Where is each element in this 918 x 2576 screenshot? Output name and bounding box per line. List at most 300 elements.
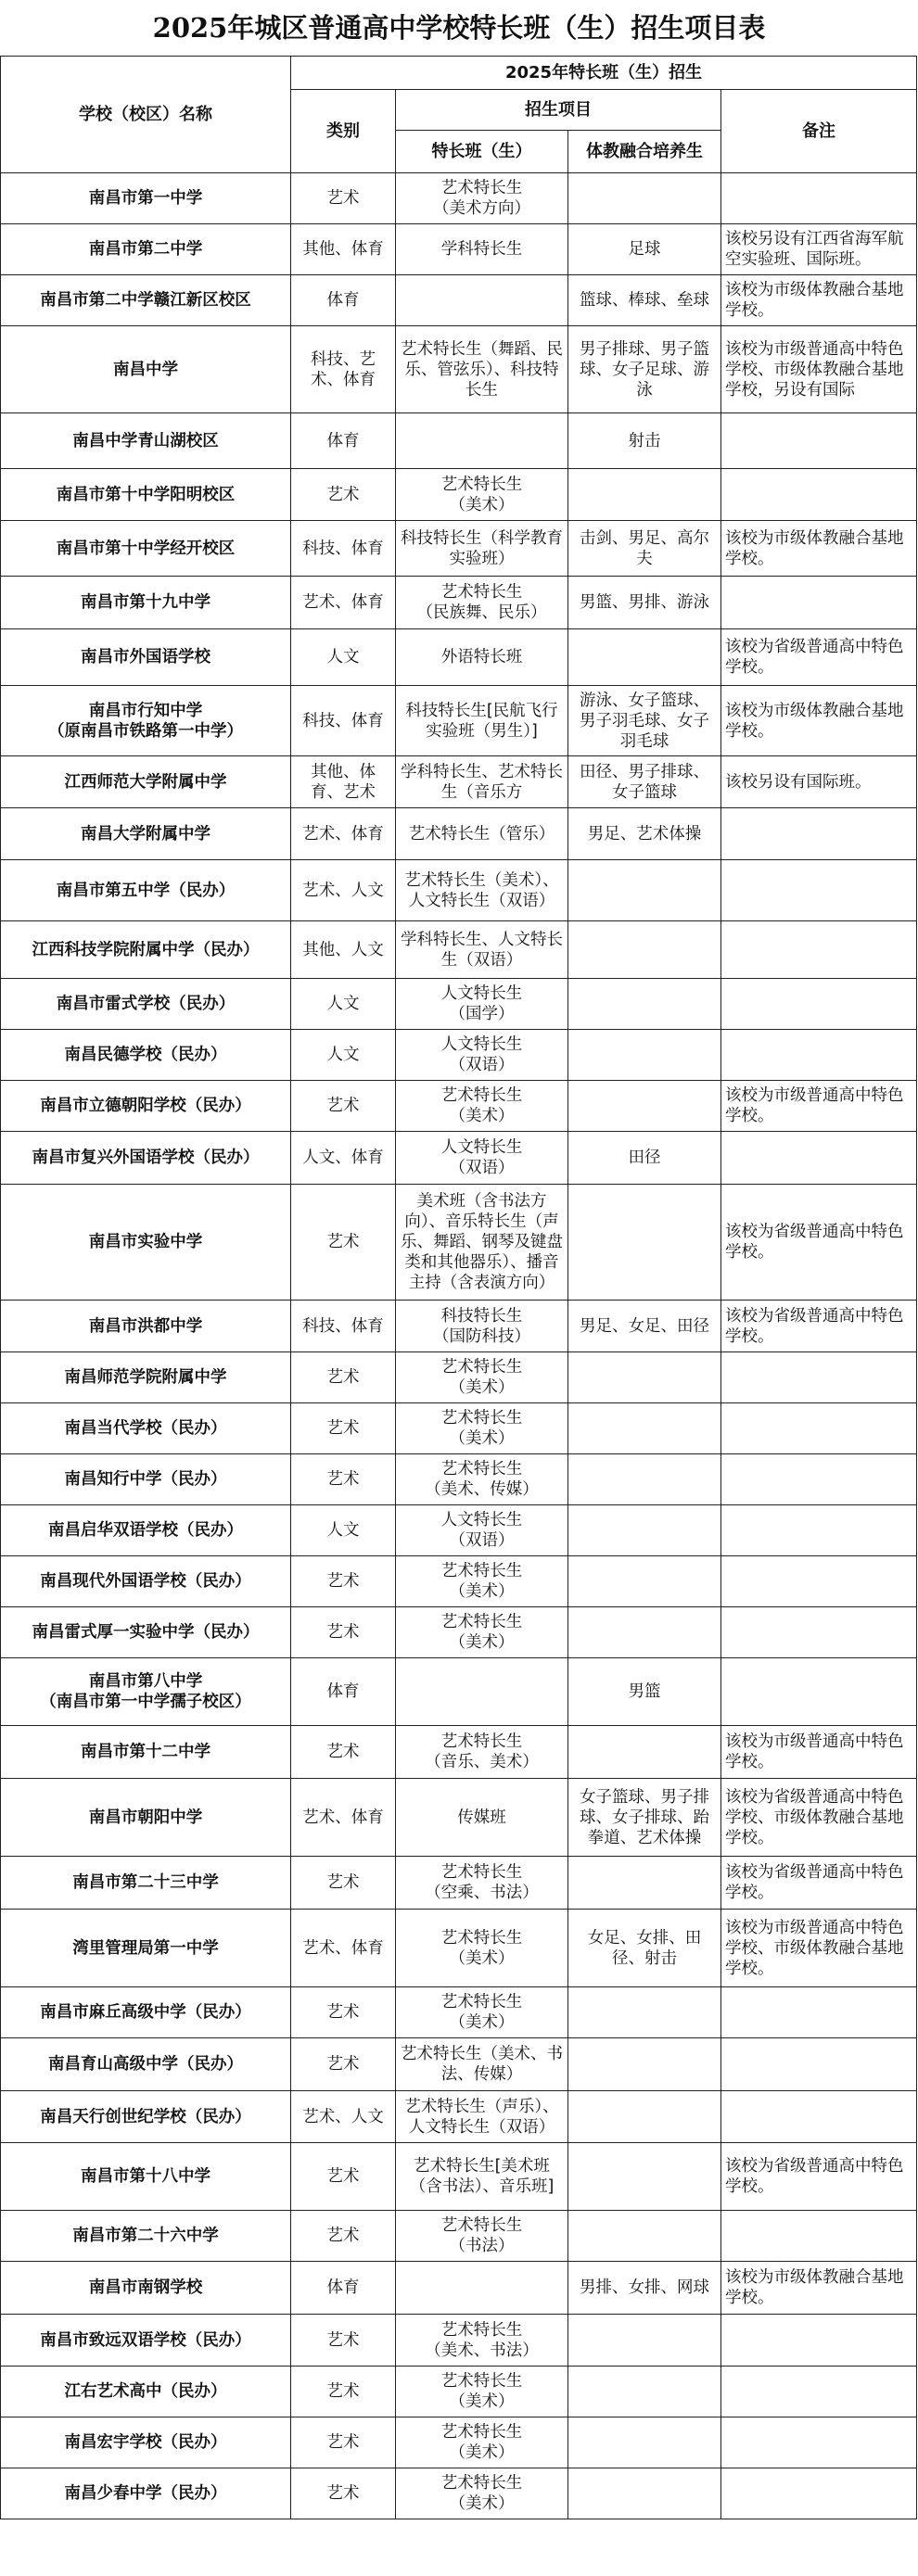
remark-cell <box>721 326 917 413</box>
table-row <box>1 173 917 224</box>
special-class-cell <box>396 686 568 756</box>
table-row <box>1 2315 917 2367</box>
sports-integration-cell <box>568 1352 721 1403</box>
special-class-cell-text: 艺术特长生 （美术、传媒） <box>425 1460 539 1499</box>
school-cell-text: 南昌市南钢学校 <box>88 2278 203 2297</box>
special-class-cell-text: 艺术特长生 （美术） <box>440 1562 523 1601</box>
category-cell-text: 体育 <box>326 1682 360 1701</box>
sports-integration-cell <box>568 521 721 577</box>
sports-integration-cell <box>568 1454 721 1505</box>
sports-integration-cell <box>568 1607 721 1658</box>
category-cell <box>291 1185 396 1301</box>
special-class-cell-text: 艺术特长生 （美术） <box>440 475 523 514</box>
enrollment-table <box>0 56 917 2519</box>
table-row <box>1 979 917 1030</box>
table-row <box>1 2367 917 2417</box>
special-class-cell <box>396 1030 568 1081</box>
special-class-cell <box>396 2262 568 2315</box>
sports-integration-cell <box>568 1658 721 1726</box>
special-class-cell <box>396 979 568 1030</box>
remark-cell <box>721 413 917 469</box>
category-cell <box>291 1301 396 1352</box>
category-cell-text: 艺术 <box>326 1419 360 1438</box>
category-cell-text: 科技、艺术、体育 <box>311 349 376 389</box>
special-class-cell-text: 学科特长生 <box>440 240 523 259</box>
school-cell-text: 江西科技学院附属中学（民办） <box>32 940 260 959</box>
table-row <box>1 1658 917 1726</box>
special-class-cell-text: 传媒班 <box>457 1808 506 1827</box>
category-cell-text: 艺术 <box>326 1873 360 1892</box>
special-class-cell-text: 艺术特长生 （书法） <box>440 2216 523 2255</box>
special-class-cell-text: 艺术特长生 （美术） <box>440 1409 523 1448</box>
category-cell-text: 体育 <box>326 431 360 450</box>
category-cell-text: 艺术、体育 <box>302 1808 384 1827</box>
special-class-cell-text: 科技特长生 （国防科技） <box>433 1306 530 1346</box>
header-school: 学校（校区）名称 <box>1 57 291 173</box>
remark-cell-text: 该校另设有国际班。 <box>725 772 872 792</box>
special-class-cell-text: 艺术特长生 （美术） <box>440 1358 523 1397</box>
header-project: 招生项目 <box>396 90 721 131</box>
special-class-cell <box>396 1987 568 2038</box>
special-class-cell <box>396 1556 568 1607</box>
table-row <box>1 1779 917 1857</box>
school-cell <box>1 1607 291 1658</box>
special-class-cell <box>396 808 568 860</box>
category-cell <box>291 2211 396 2262</box>
table-row <box>1 756 917 808</box>
special-class-cell-text: 艺术特长生 （美术方向） <box>433 179 530 218</box>
sports-integration-cell <box>568 2091 721 2143</box>
special-class-cell <box>396 1081 568 1132</box>
category-cell-text: 艺术 <box>326 2484 360 2503</box>
sports-integration-cell <box>568 1301 721 1352</box>
category-cell <box>291 979 396 1030</box>
category-cell-text: 艺术、人文 <box>302 881 384 900</box>
school-cell <box>1 2367 291 2417</box>
table-row <box>1 860 917 921</box>
table-row <box>1 521 917 577</box>
category-cell-text: 体育 <box>326 2278 360 2297</box>
table-row <box>1 1607 917 1658</box>
school-cell <box>1 1352 291 1403</box>
school-cell <box>1 979 291 1030</box>
page-title: 2025年城区普通高中学校特长班（生）招生项目表 <box>152 12 766 44</box>
school-cell <box>1 1030 291 1081</box>
sports-integration-cell <box>568 326 721 413</box>
category-cell <box>291 2262 396 2315</box>
school-cell <box>1 1726 291 1779</box>
remark-cell <box>721 1726 917 1779</box>
remark-cell <box>721 1607 917 1658</box>
special-class-cell <box>396 2468 568 2519</box>
school-cell <box>1 1779 291 1857</box>
sports-integration-cell <box>568 1132 721 1185</box>
special-class-cell-text: 人文特长生 （双语） <box>440 1511 523 1550</box>
category-cell <box>291 629 396 686</box>
table-row <box>1 1987 917 2038</box>
school-cell <box>1 2468 291 2519</box>
school-cell <box>1 808 291 860</box>
school-cell-text: 南昌市致远双语学校（民办） <box>40 2330 251 2350</box>
school-cell-text: 南昌市第二中学 <box>88 240 203 259</box>
remark-cell-text: 该校为省级普通高中特色学校。 <box>725 2157 904 2196</box>
category-cell-text: 艺术 <box>326 2055 360 2074</box>
category-cell <box>291 326 396 413</box>
sports-integration-cell <box>568 629 721 686</box>
table-row <box>1 629 917 686</box>
category-cell-text: 艺术 <box>326 1470 360 1489</box>
school-cell-text: 南昌市第十中学经开校区 <box>56 539 236 558</box>
category-cell-text: 艺术 <box>326 1623 360 1642</box>
header-sports-integration: 体教融合培养生 <box>568 131 721 173</box>
category-cell-text: 艺术、体育 <box>302 593 384 612</box>
special-class-cell <box>396 2315 568 2367</box>
special-class-cell-text: 艺术特长生 （美术） <box>440 2474 523 2513</box>
school-cell <box>1 2417 291 2468</box>
special-class-cell <box>396 2417 568 2468</box>
special-class-cell <box>396 756 568 808</box>
sports-integration-cell <box>568 1726 721 1779</box>
school-cell-text: 南昌市洪都中学 <box>88 1316 203 1336</box>
school-cell-text: 南昌宏宇学校（民办） <box>64 2433 227 2452</box>
school-cell-text: 南昌市第十八中学 <box>81 2167 210 2186</box>
school-cell <box>1 686 291 756</box>
category-cell <box>291 275 396 326</box>
school-cell <box>1 469 291 521</box>
category-cell <box>291 860 396 921</box>
school-cell-text: 南昌市朝阳中学 <box>88 1808 203 1827</box>
remark-cell <box>721 686 917 756</box>
category-cell <box>291 1779 396 1857</box>
special-class-cell-text: 艺术特长生（舞蹈、民乐、管弦乐）、科技特长生 <box>401 339 563 400</box>
sports-integration-cell <box>568 2468 721 2519</box>
category-cell <box>291 2143 396 2211</box>
category-cell-text: 人文 <box>326 995 360 1013</box>
sports-integration-cell <box>568 1505 721 1556</box>
category-cell-text: 科技、体育 <box>302 1316 384 1336</box>
school-cell <box>1 2262 291 2315</box>
school-cell <box>1 1505 291 1556</box>
category-cell <box>291 1454 396 1505</box>
table-row <box>1 808 917 860</box>
special-class-cell <box>396 1505 568 1556</box>
special-class-cell-text: 人文特长生 （双语） <box>440 1138 523 1177</box>
remark-cell-text: 该校为市级体教融合基地学校。 <box>725 2268 904 2307</box>
school-cell <box>1 1658 291 1726</box>
school-cell <box>1 1301 291 1352</box>
school-cell <box>1 1857 291 1910</box>
sports-integration-cell-text: 男篮 <box>628 1682 661 1701</box>
special-class-cell-text: 科技特长生（科学教育实验班） <box>401 528 563 568</box>
category-cell <box>291 1607 396 1658</box>
remark-cell <box>721 2211 917 2262</box>
school-cell <box>1 173 291 224</box>
special-class-cell-text: 艺术特长生 （音乐、美术） <box>425 1732 539 1771</box>
special-class-cell <box>396 2091 568 2143</box>
school-cell-text: 南昌市第二十六中学 <box>72 2227 219 2245</box>
remark-cell <box>721 2091 917 2143</box>
sports-integration-cell <box>568 2315 721 2367</box>
category-cell <box>291 1857 396 1910</box>
sports-integration-cell <box>568 756 721 808</box>
sports-integration-cell-text: 田径 <box>628 1148 661 1167</box>
category-cell <box>291 1505 396 1556</box>
table-row <box>1 469 917 521</box>
school-cell <box>1 577 291 629</box>
category-cell <box>291 2468 396 2519</box>
special-class-cell-text: 艺术特长生（声乐）、人文特长生（双语） <box>404 2097 559 2137</box>
special-class-cell <box>396 173 568 224</box>
table-row <box>1 2468 917 2519</box>
special-class-cell <box>396 1403 568 1454</box>
table-row <box>1 2211 917 2262</box>
category-cell <box>291 1403 396 1454</box>
special-class-cell <box>396 224 568 275</box>
category-cell <box>291 413 396 469</box>
category-cell <box>291 1132 396 1185</box>
remark-cell-text: 该校为市级普通高中特色学校。 <box>725 1732 904 1771</box>
special-class-cell-text: 学科特长生、人文特长生（双语） <box>401 930 563 970</box>
sports-integration-cell <box>568 413 721 469</box>
remark-cell <box>721 1658 917 1726</box>
category-cell <box>291 808 396 860</box>
category-cell-text: 艺术 <box>326 2330 360 2350</box>
school-cell-text: 南昌市实验中学 <box>88 1233 203 1251</box>
sports-integration-cell <box>568 921 721 979</box>
category-cell-text: 艺术 <box>326 1233 360 1251</box>
table-row <box>1 326 917 413</box>
school-cell-text: 南昌知行中学（民办） <box>64 1470 227 1489</box>
remark-cell <box>721 1352 917 1403</box>
category-cell <box>291 1556 396 1607</box>
school-cell <box>1 1910 291 1987</box>
school-cell-text: 南昌市立德朝阳学校（民办） <box>40 1097 251 1115</box>
remark-cell <box>721 921 917 979</box>
special-class-cell <box>396 1132 568 1185</box>
special-class-cell <box>396 2367 568 2417</box>
school-cell <box>1 2143 291 2211</box>
remark-cell-text: 该校另设有江西省海军航空实验班、国际班。 <box>725 230 904 269</box>
table-row <box>1 1726 917 1779</box>
category-cell <box>291 1910 396 1987</box>
school-cell <box>1 860 291 921</box>
sports-integration-cell-text: 游泳、女子篮球、男子羽毛球、女子羽毛球 <box>580 691 709 751</box>
category-cell-text: 其他、体育 <box>302 240 384 259</box>
school-cell-text: 南昌启华双语学校（民办） <box>48 1521 243 1540</box>
school-cell-text: 南昌市第一中学 <box>88 189 203 208</box>
category-cell-text: 人文、体育 <box>302 1148 384 1167</box>
school-cell <box>1 1132 291 1185</box>
school-cell-text: 南昌市第十中学阳明校区 <box>56 485 236 504</box>
remark-cell <box>721 2038 917 2091</box>
sports-integration-cell-text: 男排、女排、网球 <box>580 2278 709 2297</box>
sports-integration-cell <box>568 2211 721 2262</box>
school-cell-text: 南昌市行知中学 （原南昌市铁路第一中学） <box>48 701 243 741</box>
sports-integration-cell-text: 篮球、棒球、垒球 <box>580 291 709 310</box>
table-row <box>1 413 917 469</box>
remark-cell <box>721 2468 917 2519</box>
school-cell-text: 南昌少春中学（民办） <box>64 2484 227 2503</box>
sports-integration-cell-text: 击剑、男足、高尔夫 <box>580 528 709 568</box>
school-cell <box>1 2038 291 2091</box>
table-row <box>1 1185 917 1301</box>
special-class-cell-text: 科技特长生[民航飞行实验班（男生）] <box>405 701 558 741</box>
category-cell-text: 艺术 <box>326 2433 360 2452</box>
category-cell <box>291 577 396 629</box>
school-cell <box>1 2211 291 2262</box>
sports-integration-cell <box>568 577 721 629</box>
sports-integration-cell-text: 足球 <box>628 240 661 259</box>
special-class-cell <box>396 1726 568 1779</box>
school-cell <box>1 756 291 808</box>
remark-cell <box>721 1857 917 1910</box>
sports-integration-cell <box>568 686 721 756</box>
remark-cell <box>721 1779 917 1857</box>
sports-integration-cell <box>568 2417 721 2468</box>
sports-integration-cell-text: 田径、男子排球、女子篮球 <box>580 762 709 802</box>
special-class-cell-text: 人文特长生 （国学） <box>440 984 523 1023</box>
sports-integration-cell <box>568 860 721 921</box>
sports-integration-cell-text: 男足、艺术体操 <box>587 824 702 844</box>
sports-integration-cell <box>568 1987 721 2038</box>
remark-cell-text: 该校为市级普通高中特色学校、市级体教融合基地学校。 <box>725 1918 904 1978</box>
table-row <box>1 2091 917 2143</box>
category-cell-text: 艺术 <box>326 1572 360 1591</box>
category-cell-text: 艺术 <box>326 1097 360 1115</box>
category-cell-text: 人文 <box>326 1046 360 1064</box>
remark-cell <box>721 2417 917 2468</box>
school-cell-text: 南昌市第十九中学 <box>81 593 210 612</box>
remark-cell-text: 该校为市级普通高中特色学校。 <box>725 1086 904 1125</box>
sports-integration-cell-text: 女子篮球、男子排球、女子排球、跆拳道、艺术体操 <box>580 1787 709 1847</box>
sports-integration-cell <box>568 2038 721 2091</box>
sports-integration-cell <box>568 1857 721 1910</box>
special-class-cell-text: 艺术特长生 （空乘、书法） <box>425 1863 539 1902</box>
category-cell <box>291 224 396 275</box>
school-cell-text: 南昌民德学校（民办） <box>64 1046 227 1064</box>
special-class-cell <box>396 2038 568 2091</box>
table-row <box>1 921 917 979</box>
special-class-cell <box>396 860 568 921</box>
special-class-cell-text: 艺术特长生 （美术） <box>440 2372 523 2411</box>
special-class-cell <box>396 326 568 413</box>
category-cell <box>291 1352 396 1403</box>
sports-integration-cell-text: 男足、女足、田径 <box>580 1316 709 1336</box>
table-row <box>1 1556 917 1607</box>
category-cell-text: 其他、人文 <box>302 940 384 959</box>
school-cell <box>1 2315 291 2367</box>
remark-cell <box>721 2367 917 2417</box>
school-cell-text: 南昌市第二十三中学 <box>72 1873 219 1892</box>
category-cell-text: 其他、体育、艺术 <box>311 762 376 802</box>
remark-cell <box>721 1132 917 1185</box>
category-cell <box>291 1081 396 1132</box>
school-cell-text: 南昌市第十二中学 <box>81 1743 210 1761</box>
category-cell-text: 艺术、人文 <box>302 2107 384 2126</box>
category-cell <box>291 2038 396 2091</box>
school-cell-text: 南昌中学青山湖校区 <box>72 431 219 450</box>
table-row <box>1 1910 917 1987</box>
category-cell-text: 艺术 <box>326 2167 360 2186</box>
sports-integration-cell <box>568 2367 721 2417</box>
category-cell <box>291 686 396 756</box>
school-cell <box>1 326 291 413</box>
special-class-cell <box>396 1607 568 1658</box>
school-cell <box>1 1081 291 1132</box>
special-class-cell-text: 人文特长生 （双语） <box>440 1035 523 1074</box>
remark-cell <box>721 577 917 629</box>
school-cell-text: 江西师范大学附属中学 <box>64 772 227 792</box>
special-class-cell-text: 美术班（含书法方向）、音乐特长生（声乐、舞蹈、钢琴及键盘类和其他器乐）、播音主持（含表演方向） <box>401 1192 563 1292</box>
special-class-cell-text: 艺术特长生 （美术） <box>440 1613 523 1652</box>
table-row <box>1 1857 917 1910</box>
school-cell <box>1 521 291 577</box>
school-cell-text: 南昌市麻丘高级中学（民办） <box>40 2003 251 2022</box>
category-cell <box>291 921 396 979</box>
special-class-cell-text: 艺术特长生（美术、书法、传媒） <box>401 2045 563 2084</box>
school-cell <box>1 2091 291 2143</box>
remark-cell <box>721 224 917 275</box>
table-row <box>1 1132 917 1185</box>
school-cell <box>1 413 291 469</box>
remark-cell-text: 该校为市级体教融合基地学校。 <box>725 701 904 741</box>
special-class-cell-text: 艺术特长生 （美术） <box>440 2423 523 2462</box>
category-cell <box>291 1030 396 1081</box>
remark-cell <box>721 1505 917 1556</box>
special-class-cell <box>396 921 568 979</box>
special-class-cell <box>396 1658 568 1726</box>
header-category: 类别 <box>291 90 396 173</box>
school-cell-text: 南昌育山高级中学（民办） <box>48 2055 243 2074</box>
category-cell-text: 艺术 <box>326 2003 360 2022</box>
header-remark: 备注 <box>721 90 917 173</box>
header-group: 2025年特长班（生）招生 <box>291 57 917 90</box>
category-cell-text: 科技、体育 <box>302 539 384 558</box>
category-cell <box>291 521 396 577</box>
sports-integration-cell <box>568 2143 721 2211</box>
table-row <box>1 1301 917 1352</box>
sports-integration-cell <box>568 469 721 521</box>
remark-cell-text: 该校为市级普通高中特色学校、市级体教融合基地学校，另设有国际 <box>725 339 904 400</box>
special-class-cell-text: 艺术特长生（美术）、人文特长生（双语） <box>404 870 559 910</box>
school-cell-text: 南昌现代外国语学校（民办） <box>40 1572 251 1591</box>
school-cell-text: 南昌天行创世纪学校（民办） <box>40 2107 251 2126</box>
remark-cell <box>721 1403 917 1454</box>
school-cell-text: 南昌市第五中学（民办） <box>56 881 236 900</box>
sports-integration-cell-text: 射击 <box>628 431 661 450</box>
remark-cell <box>721 2143 917 2211</box>
special-class-cell <box>396 275 568 326</box>
remark-cell-text: 该校为省级普通高中特色学校。 <box>725 1863 904 1902</box>
sports-integration-cell <box>568 1030 721 1081</box>
sports-integration-cell <box>568 1910 721 1987</box>
category-cell <box>291 2091 396 2143</box>
category-cell-text: 艺术 <box>326 2382 360 2401</box>
sports-integration-cell-text: 男子排球、男子篮球、女子足球、游泳 <box>580 339 709 400</box>
remark-cell <box>721 469 917 521</box>
school-cell <box>1 1185 291 1301</box>
school-cell-text: 南昌雷式厚一实验中学（民办） <box>32 1623 260 1642</box>
remark-cell <box>721 1185 917 1301</box>
school-cell <box>1 275 291 326</box>
school-cell <box>1 224 291 275</box>
remark-cell <box>721 1910 917 1987</box>
sports-integration-cell <box>568 1081 721 1132</box>
special-class-cell <box>396 1857 568 1910</box>
remark-cell <box>721 860 917 921</box>
table-row <box>1 1454 917 1505</box>
special-class-cell-text: 艺术特长生 （民族舞、民乐） <box>416 583 547 622</box>
